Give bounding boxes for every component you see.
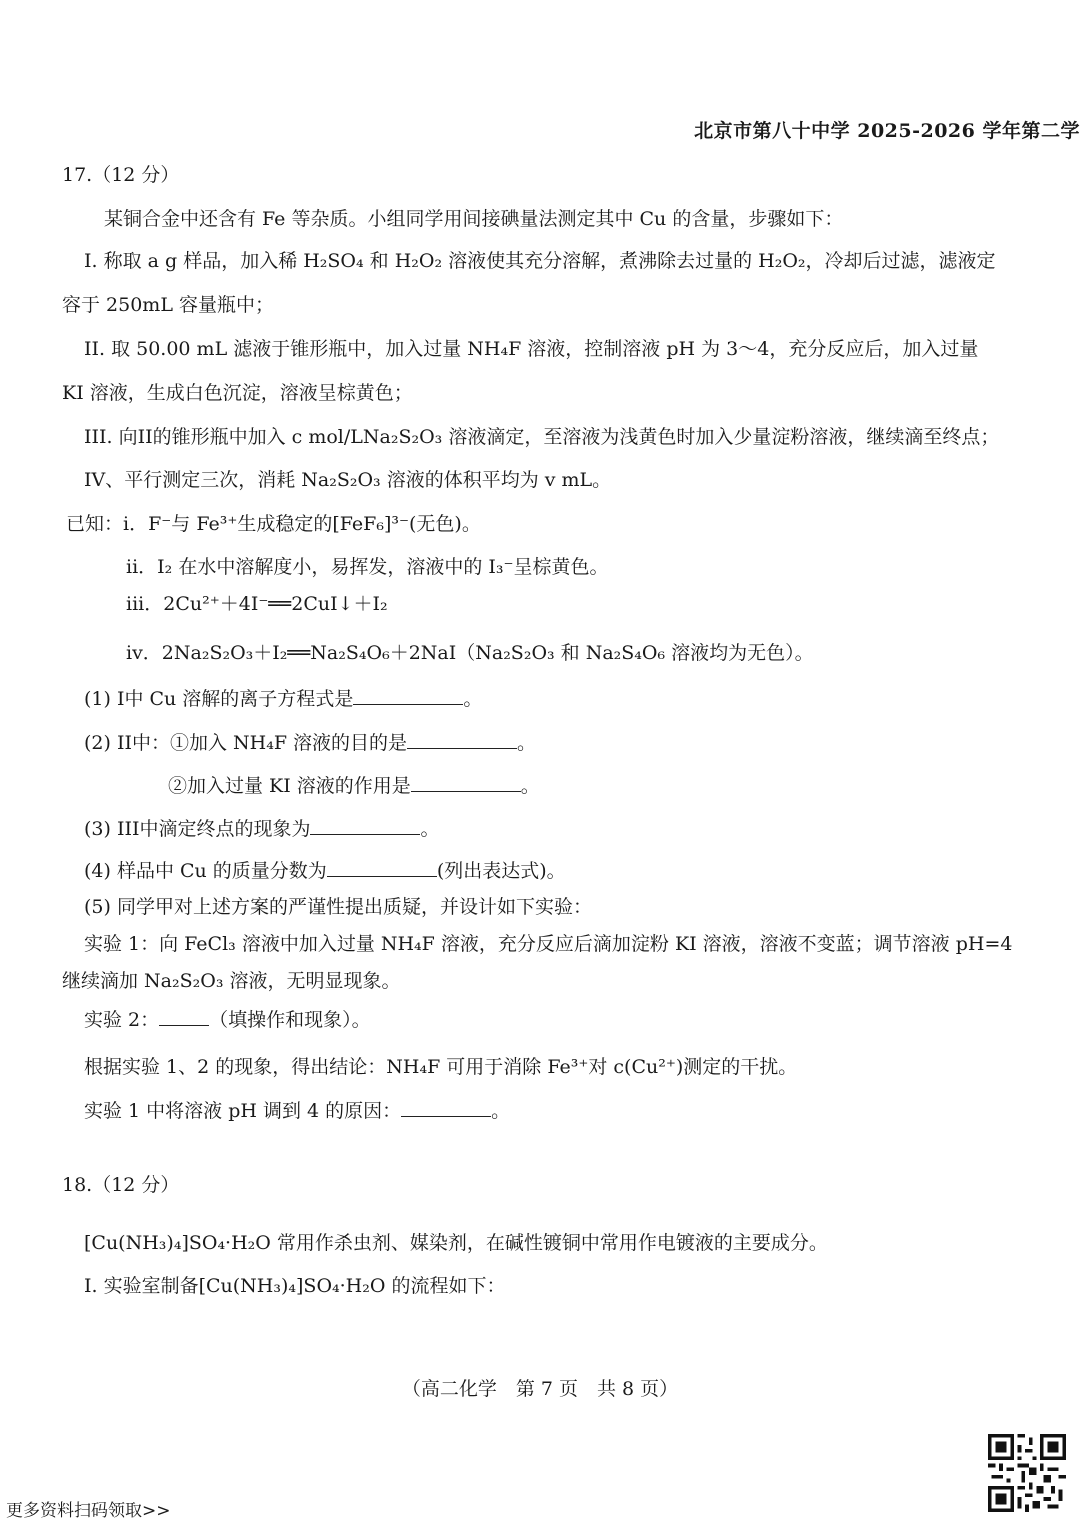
answer-blank[interactable] [411,773,521,792]
school-header: 北京市第八十中学 2025-2026 学年第二学 [694,120,1080,142]
answer-blank[interactable] [407,730,517,749]
known-i: 已知：i．F⁻与 Fe³⁺生成稳定的[FeF₆]³⁻(无色)。 [66,513,481,535]
q17-part4: (4) 样品中 Cu 的质量分数为 (列出表达式)。 [84,860,566,882]
experiment2: 实验 2： （填操作和现象）。 [84,1009,371,1031]
q18-part1: I. 实验室制备[Cu(NH₃)₄]SO₄·H₂O 的流程如下： [84,1275,506,1297]
known-iv: iv．2Na₂S₂O₃＋I₂══Na₂S₄O₆＋2NaI（Na₂S₂O₃ 和 Na₂S₄O₆ 溶液均为无色）。 [126,642,814,664]
q18-intro: [Cu(NH₃)₄]SO₄·H₂O 常用作杀虫剂、媒染剂，在碱性镀铜中常用作电镀液的主要成分。 [84,1232,828,1254]
answer-blank[interactable] [401,1098,491,1117]
q17-part2: (2) II中：①加入 NH₄F 溶液的目的是 。 [84,732,537,754]
q17-step2-line1: II. 取 50.00 mL 滤液于锥形瓶中，加入过量 NH₄F 溶液，控制溶液 pH 为 3～4，充分反应后，加入过量 [84,338,979,360]
promo-link[interactable]: 更多资料扫码领取>> [6,1501,171,1521]
q17-title: 17.（12 分） [62,164,180,186]
q18-title: 18.（12 分） [62,1174,180,1196]
conclusion: 根据实验 1、2 的现象，得出结论：NH₄F 可用于消除 Fe³⁺对 c(Cu²⁺)测定的干扰。 [84,1056,798,1078]
q17-step1-line2: 容于 250mL 容量瓶中； [62,294,274,316]
answer-blank[interactable] [353,686,463,705]
q17-step3: III. 向II的锥形瓶中加入 c mol/LNa₂S₂O₃ 溶液滴定，至溶液为浅黄色时加入少量淀粉溶液，继续滴至终点； [84,426,1000,448]
q17-intro: 某铜合金中还含有 Fe 等杂质。小组同学用间接碘量法测定其中 Cu 的含量，步骤如下： [104,208,844,230]
q17-part5: (5) 同学甲对上述方案的严谨性提出质疑，并设计如下实验： [84,896,592,918]
qr-code-icon[interactable] [988,1434,1066,1512]
known-ii: ii．I₂ 在水中溶解度小，易挥发，溶液中的 I₃⁻呈棕黄色。 [126,556,609,578]
answer-blank[interactable] [159,1007,209,1026]
answer-blank[interactable] [310,816,420,835]
experiment1-line1: 实验 1：向 FeCl₃ 溶液中加入过量 NH₄F 溶液，充分反应后滴加淀粉 KI 溶液，溶液不变蓝；调节溶液 pH=4 [84,933,1013,955]
q17-step1-line1: I. 称取 a g 样品，加入稀 H₂SO₄ 和 H₂O₂ 溶液使其充分溶解，煮沸除去过量的 H₂O₂，冷却后过滤，滤液定 [84,250,996,272]
q17-step2-line2: KI 溶液，生成白色沉淀，溶液呈棕黄色； [62,382,413,404]
ph-reason: 实验 1 中将溶液 pH 调到 4 的原因： 。 [84,1100,511,1122]
q17-step4: IV、平行测定三次，消耗 Na₂S₂O₃ 溶液的体积平均为 v mL。 [84,469,612,491]
q17-part2-2: ②加入过量 KI 溶液的作用是 。 [168,775,540,797]
page-footer: （高二化学 第 7 页 共 8 页） [401,1378,679,1400]
experiment1-line2: 继续滴加 Na₂S₂O₃ 溶液，无明显现象。 [62,970,401,992]
known-iii: iii．2Cu²⁺＋4I⁻══2CuI↓＋I₂ [126,593,388,615]
answer-blank[interactable] [327,858,437,877]
q17-part1: (1) I中 Cu 溶解的离子方程式是 。 [84,688,483,710]
q17-part3: (3) III中滴定终点的现象为 。 [84,818,440,840]
